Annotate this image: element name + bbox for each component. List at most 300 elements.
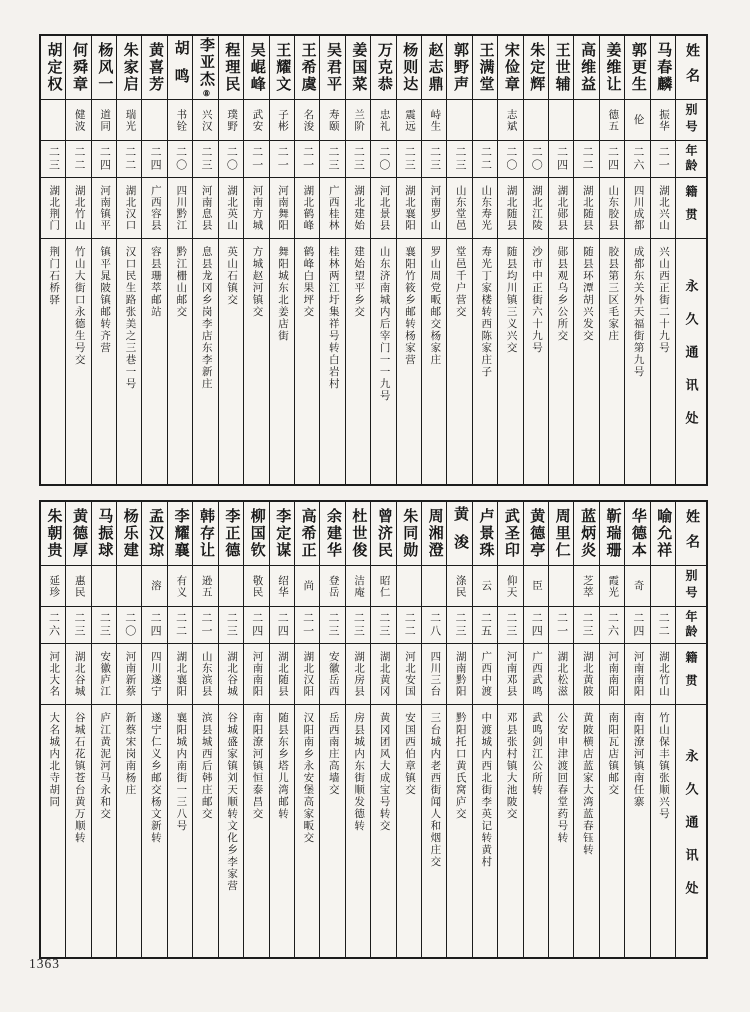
person-address-cell-text: 堂邑千户营交 (454, 246, 466, 318)
person-origin-cell (473, 178, 497, 239)
person-origin-cell-text: 河南镇平 (99, 185, 111, 231)
person-name-cell (625, 502, 649, 566)
person-age-cell (422, 607, 446, 644)
person-age-cell-text: 二三 (72, 612, 85, 638)
person-column (345, 502, 370, 957)
person-name-cell (320, 502, 344, 566)
person-alias-cell (193, 566, 217, 607)
person-name-cell (142, 502, 166, 566)
person-origin-cell (574, 644, 598, 705)
person-column (396, 36, 421, 484)
person-address-cell-text: 胶县第三区毛家庄 (607, 246, 619, 342)
person-name-cell-text: 吴崐峰 (248, 42, 265, 93)
person-origin-cell (41, 644, 65, 705)
person-age-cell-text: 二四 (530, 612, 543, 638)
person-column (294, 502, 319, 957)
person-column (573, 36, 598, 484)
person-alias-cell-text: 霞光 (607, 574, 619, 598)
person-name-cell (270, 502, 294, 566)
person-origin-cell (498, 644, 522, 705)
person-alias-cell (92, 100, 116, 141)
person-name-cell (422, 502, 446, 566)
person-address-cell (117, 239, 141, 484)
person-age-cell-text: 二四 (555, 146, 568, 172)
person-name-cell (600, 36, 624, 100)
person-name-cell-text: 卢景珠 (477, 508, 494, 559)
person-age-cell-text: 二一 (250, 146, 263, 172)
person-origin-cell-text: 广西中渡 (480, 651, 492, 697)
person-origin-cell-text: 湖北房县 (353, 651, 365, 697)
person-age-cell-text: 二一 (301, 146, 314, 172)
person-address-cell-text: 鹤峰白果坪交 (302, 246, 314, 318)
person-address-cell-text: 南阳瓦店镇邮交 (607, 712, 619, 796)
person-name-cell-text: 孟汉琼 (147, 508, 164, 559)
person-address-cell (142, 239, 166, 484)
person-alias-cell (41, 100, 65, 141)
person-alias-cell (498, 100, 522, 141)
person-origin-cell-text: 河南新蔡 (124, 651, 136, 697)
person-origin-cell-text: 广西桂林 (327, 185, 339, 231)
person-alias-cell-text: 兰阶 (353, 108, 365, 132)
person-alias-cell-text: 惠民 (73, 574, 85, 598)
person-age-cell (473, 607, 497, 644)
person-age-cell (346, 607, 370, 644)
person-alias-cell-text: 忠礼 (378, 108, 390, 132)
footnote-mark: ⑧ (201, 89, 211, 98)
person-column (396, 502, 421, 957)
person-address-cell (397, 705, 421, 957)
person-column (472, 502, 497, 957)
person-age-cell-text: 二三 (428, 146, 441, 172)
person-column (91, 502, 116, 957)
person-age-cell (549, 141, 573, 178)
person-name-cell (371, 36, 395, 100)
person-name-cell-text: 王希虞 (299, 42, 316, 93)
person-origin-cell (397, 644, 421, 705)
person-origin-cell (168, 644, 192, 705)
person-origin-cell-text: 湖南黔阳 (454, 651, 466, 697)
person-name-cell-text: 高维益 (579, 42, 596, 93)
person-column (421, 502, 446, 957)
person-alias-cell-text: 云 (480, 580, 492, 592)
person-name-cell-text: 高希正 (299, 508, 316, 559)
person-name-cell-text: 王满堂 (477, 42, 494, 93)
person-name-cell (168, 36, 192, 100)
person-alias-cell (320, 566, 344, 607)
header-origin-cell (676, 644, 706, 705)
person-name-cell (346, 36, 370, 100)
person-age-cell-text: 二八 (428, 612, 441, 638)
person-age-cell (498, 141, 522, 178)
person-address-cell-text: 寿光丁家楼转西陈家庄子 (480, 246, 492, 378)
person-origin-cell-text: 湖北黄冈 (378, 651, 390, 697)
person-origin-cell (600, 178, 624, 239)
person-name-cell-text: 杨乐建 (121, 508, 138, 559)
person-age-cell (524, 141, 548, 178)
person-age-cell-text: 二一 (555, 612, 568, 638)
person-age-cell-text: 二一 (276, 146, 289, 172)
person-origin-cell (371, 178, 395, 239)
person-age-cell-text: 二二 (72, 146, 85, 172)
person-alias-cell (600, 566, 624, 607)
person-alias-cell (549, 566, 573, 607)
person-column (319, 36, 344, 484)
person-alias-cell (524, 566, 548, 607)
person-name-cell (117, 502, 141, 566)
person-origin-cell (549, 178, 573, 239)
person-alias-cell (295, 566, 319, 607)
person-origin-cell (66, 644, 90, 705)
person-address-cell (168, 705, 192, 957)
person-name-cell-text: 万克恭 (375, 42, 392, 93)
person-origin-cell-text: 河北景县 (378, 185, 390, 231)
person-origin-cell-text: 湖北松滋 (556, 651, 568, 697)
person-age-cell (600, 141, 624, 178)
register-table-top (39, 34, 708, 486)
person-alias-cell-text: 涤民 (454, 574, 466, 598)
person-origin-cell-text: 河北大名 (48, 651, 60, 697)
person-name-cell (473, 502, 497, 566)
person-age-cell (193, 607, 217, 644)
person-name-cell (549, 502, 573, 566)
person-origin-cell-text: 河南邓县 (505, 651, 517, 697)
person-address-cell-text: 滨县城西后韩庄邮交 (200, 712, 212, 820)
person-name-cell-text: 黄德厚 (70, 508, 87, 559)
person-address-cell-text: 黄冈团风大成宝号转交 (378, 712, 390, 832)
person-age-cell (574, 607, 598, 644)
person-origin-cell (219, 178, 243, 239)
person-age-cell (651, 141, 675, 178)
header-address-cell (676, 239, 706, 484)
person-column (141, 502, 166, 957)
person-name-cell-text: 喻允祥 (655, 508, 672, 559)
person-alias-cell-text: 瑞光 (124, 108, 136, 132)
person-name-cell (117, 36, 141, 100)
person-age-cell (447, 141, 471, 178)
person-origin-cell-text: 河南方城 (251, 185, 263, 231)
person-alias-cell (244, 100, 268, 141)
person-address-cell-text: 黔江栅山邮交 (175, 246, 187, 318)
person-name-cell-text: 黄浚 (452, 505, 469, 562)
person-name-cell-text: 杨风一 (96, 42, 113, 93)
person-name-cell (168, 502, 192, 566)
person-age-cell (219, 141, 243, 178)
person-name-cell (549, 36, 573, 100)
person-origin-cell-text: 山东寿光 (480, 185, 492, 231)
person-age-cell (41, 141, 65, 178)
person-address-cell (473, 705, 497, 957)
person-name-cell (397, 36, 421, 100)
person-alias-cell (117, 100, 141, 141)
person-alias-cell-text: 延珍 (48, 574, 60, 598)
person-origin-cell-text: 湖北英山 (226, 185, 238, 231)
person-age-cell (270, 607, 294, 644)
header-alias-cell (676, 566, 706, 607)
header-alias-label: 别号 (684, 103, 698, 137)
person-address-cell (295, 239, 319, 484)
person-address-cell (574, 705, 598, 957)
person-origin-cell-text: 湖北随县 (276, 651, 288, 697)
register-table-bottom (39, 500, 708, 959)
person-address-cell (524, 705, 548, 957)
person-age-cell (270, 141, 294, 178)
person-age-cell-text: 二〇 (530, 146, 543, 172)
person-address-cell (92, 239, 116, 484)
person-address-cell (219, 705, 243, 957)
person-address-cell-text: 沙市中正街六十九号 (531, 246, 543, 354)
person-alias-cell-text: 名浚 (302, 108, 314, 132)
person-column (116, 36, 141, 484)
person-address-cell (168, 239, 192, 484)
person-age-cell (244, 141, 268, 178)
person-name-cell (219, 502, 243, 566)
person-origin-cell-text: 河南舞阳 (276, 185, 288, 231)
person-alias-cell-text: 仰天 (505, 574, 517, 598)
person-origin-cell-text: 湖北鹤峰 (302, 185, 314, 231)
person-age-cell-text: 二四 (149, 146, 162, 172)
person-origin-cell-text: 湖北谷城 (73, 651, 85, 697)
person-origin-cell (92, 644, 116, 705)
person-age-cell-text: 二四 (631, 612, 644, 638)
person-name-cell (574, 502, 598, 566)
person-name-cell-text: 朱同勋 (401, 508, 418, 559)
person-age-cell (66, 141, 90, 178)
header-alias-cell (676, 100, 706, 141)
person-origin-cell-text: 湖北建始 (353, 185, 365, 231)
person-age-cell-text: 二六 (47, 612, 60, 638)
person-alias-cell (371, 566, 395, 607)
person-address-cell-text: 安国西伯章镇交 (403, 712, 415, 796)
person-name-cell (193, 502, 217, 566)
person-address-cell (244, 705, 268, 957)
person-name-cell (346, 502, 370, 566)
person-column (472, 36, 497, 484)
person-age-cell-text: 二四 (276, 612, 289, 638)
person-origin-cell (524, 178, 548, 239)
person-alias-cell (142, 100, 166, 141)
person-origin-cell (371, 644, 395, 705)
person-alias-cell-text: 健波 (73, 108, 85, 132)
person-origin-cell (625, 644, 649, 705)
person-alias-cell-text: 振华 (658, 108, 670, 132)
person-name-cell-text: 靳瑞珊 (604, 508, 621, 559)
header-address-cell (676, 705, 706, 957)
person-alias-cell-text: 臣 (531, 580, 543, 592)
person-address-cell (92, 705, 116, 957)
person-origin-cell-text: 四川成都 (632, 185, 644, 231)
person-origin-cell (524, 644, 548, 705)
person-column (218, 502, 243, 957)
person-name-cell (142, 36, 166, 100)
person-origin-cell-text: 湖北竹山 (658, 651, 670, 697)
person-address-cell-text: 南阳潦河镇恒泰昌交 (251, 712, 263, 820)
person-origin-cell (117, 178, 141, 239)
person-address-cell-text: 舞阳城东北姜店街 (276, 246, 288, 342)
person-column (192, 502, 217, 957)
person-origin-cell-text: 湖北襄阳 (175, 651, 187, 697)
person-alias-cell (66, 566, 90, 607)
person-alias-cell (168, 566, 192, 607)
person-age-cell (142, 607, 166, 644)
header-age-cell (676, 607, 706, 644)
person-address-cell-text: 荆门石桥驿 (48, 246, 60, 306)
person-alias-cell-text: 伦 (632, 114, 644, 126)
person-address-cell-text: 英山石镇交 (226, 246, 238, 306)
person-origin-cell-text: 湖北随县 (505, 185, 517, 231)
person-column (243, 36, 268, 484)
person-alias-cell (600, 100, 624, 141)
person-name-cell (92, 36, 116, 100)
person-age-cell (625, 141, 649, 178)
person-age-cell (193, 141, 217, 178)
person-address-cell (346, 239, 370, 484)
person-age-cell (600, 607, 624, 644)
person-age-cell-text: 二〇 (174, 146, 187, 172)
person-origin-cell-text: 山东滨县 (200, 651, 212, 697)
person-origin-cell-text: 河南南阳 (632, 651, 644, 697)
person-address-cell (244, 239, 268, 484)
person-name-cell-text: 韩存让 (197, 508, 214, 559)
person-alias-cell-text: 尚 (302, 580, 314, 592)
person-alias-cell-text: 道同 (99, 108, 111, 132)
person-name-cell-text: 胡定权 (45, 42, 62, 93)
person-origin-cell (473, 644, 497, 705)
person-name-cell-text: 武圣印 (502, 508, 519, 559)
person-alias-cell-text: 有义 (175, 574, 187, 598)
person-age-cell (142, 141, 166, 178)
person-origin-cell-text: 湖北兴山 (658, 185, 670, 231)
header-age-cell (676, 141, 706, 178)
person-origin-cell (117, 644, 141, 705)
person-name-cell-text: 王耀文 (274, 42, 291, 93)
person-name-cell (524, 36, 548, 100)
person-name-cell-text: 宋俭章 (502, 42, 519, 93)
person-alias-cell (371, 100, 395, 141)
person-address-cell-text: 房县城内东街顺发德转 (353, 712, 365, 832)
person-age-cell (447, 607, 471, 644)
person-age-cell-text: 二二 (174, 612, 187, 638)
person-alias-cell (422, 100, 446, 141)
person-origin-cell-text: 湖北荆门 (48, 185, 60, 231)
person-age-cell (219, 607, 243, 644)
person-name-cell (600, 502, 624, 566)
person-age-cell (473, 141, 497, 178)
person-column (548, 502, 573, 957)
person-origin-cell (142, 178, 166, 239)
person-name-cell-text: 姜维让 (604, 42, 621, 93)
person-alias-cell-text: 武安 (251, 108, 263, 132)
person-age-cell-text: 二三 (199, 146, 212, 172)
person-address-cell-text: 三台城内老西街闻人和烟庄交 (429, 712, 441, 868)
person-column (218, 36, 243, 484)
person-alias-cell (244, 566, 268, 607)
person-name-cell (651, 36, 675, 100)
person-alias-cell (66, 100, 90, 141)
person-origin-cell-text: 湖北随县 (581, 185, 593, 231)
person-origin-cell (168, 178, 192, 239)
header-origin-label: 籍贯 (684, 651, 698, 697)
person-name-cell-text: 吴君平 (325, 42, 342, 93)
person-alias-cell (625, 566, 649, 607)
person-column (141, 36, 166, 484)
person-age-cell (397, 607, 421, 644)
person-address-cell-text: 大名城内北寺胡同 (48, 712, 60, 808)
person-name-cell-text: 李耀襄 (172, 508, 189, 559)
person-address-cell-text: 谷城石花镇苍台黄万顺转 (73, 712, 85, 844)
person-alias-cell (574, 100, 598, 141)
person-name-cell-text: 马振球 (96, 508, 113, 559)
person-age-cell-text: 二三 (47, 146, 60, 172)
person-origin-cell (574, 178, 598, 239)
person-name-cell-text: 程理民 (223, 42, 240, 93)
person-age-cell-text: 二一 (199, 612, 212, 638)
person-address-cell (117, 705, 141, 957)
person-age-cell-text: 二一 (657, 146, 670, 172)
person-name-cell (66, 502, 90, 566)
person-origin-cell-text: 四川三台 (429, 651, 441, 697)
person-column (573, 502, 598, 957)
person-origin-cell (625, 178, 649, 239)
person-name-cell (244, 502, 268, 566)
person-age-cell-text: 二四 (98, 146, 111, 172)
person-alias-cell-text: 昭仁 (378, 574, 390, 598)
person-column (421, 36, 446, 484)
person-address-cell (346, 705, 370, 957)
person-origin-cell-text: 河南南阳 (607, 651, 619, 697)
person-name-cell-text: 蓝炳炎 (579, 508, 596, 559)
person-address-cell-text: 汉口民生路张美之三巷一号 (124, 246, 136, 390)
person-column (599, 36, 624, 484)
person-origin-cell (447, 178, 471, 239)
person-name-cell (651, 502, 675, 566)
person-age-cell-text: 二二 (123, 146, 136, 172)
person-column (91, 36, 116, 484)
person-address-cell-text: 庐江黄泥河马永和交 (99, 712, 111, 820)
person-alias-cell-text: 绍华 (276, 574, 288, 598)
person-address-cell-text: 黔阳托口黄氏窝庐交 (454, 712, 466, 820)
person-address-cell-text: 黄陂横店蓝家大湾蓝春钰转 (581, 712, 593, 856)
person-address-cell (549, 239, 573, 484)
person-alias-cell (498, 566, 522, 607)
header-age-label: 年龄 (684, 144, 698, 174)
person-alias-cell-text: 溶 (149, 580, 161, 592)
person-age-cell-text: 二四 (149, 612, 162, 638)
person-alias-cell (219, 566, 243, 607)
person-origin-cell (422, 178, 446, 239)
person-address-cell-text: 随县东乡塔儿湾邮转 (276, 712, 288, 820)
person-address-cell-text: 山东济南城内后宰门一一九号 (378, 246, 390, 402)
person-age-cell (168, 141, 192, 178)
person-origin-cell (193, 178, 217, 239)
person-age-cell (244, 607, 268, 644)
person-name-cell-text: 何舜章 (70, 42, 87, 93)
person-age-cell-text: 二三 (454, 146, 467, 172)
person-origin-cell (549, 644, 573, 705)
person-address-cell-text: 竹山保丰镇张顺兴号 (658, 712, 670, 820)
header-column (675, 502, 706, 957)
person-name-cell (295, 36, 319, 100)
person-origin-cell (320, 178, 344, 239)
person-name-cell-text: 姜国菜 (350, 42, 367, 93)
person-name-cell-text: 王世辅 (553, 42, 570, 93)
person-age-cell-text: 二三 (377, 612, 390, 638)
person-alias-cell (447, 100, 471, 141)
person-address-cell (422, 705, 446, 957)
person-name-cell-text: 李正德 (223, 508, 240, 559)
person-age-cell (422, 141, 446, 178)
person-origin-cell (295, 644, 319, 705)
person-column (116, 502, 141, 957)
